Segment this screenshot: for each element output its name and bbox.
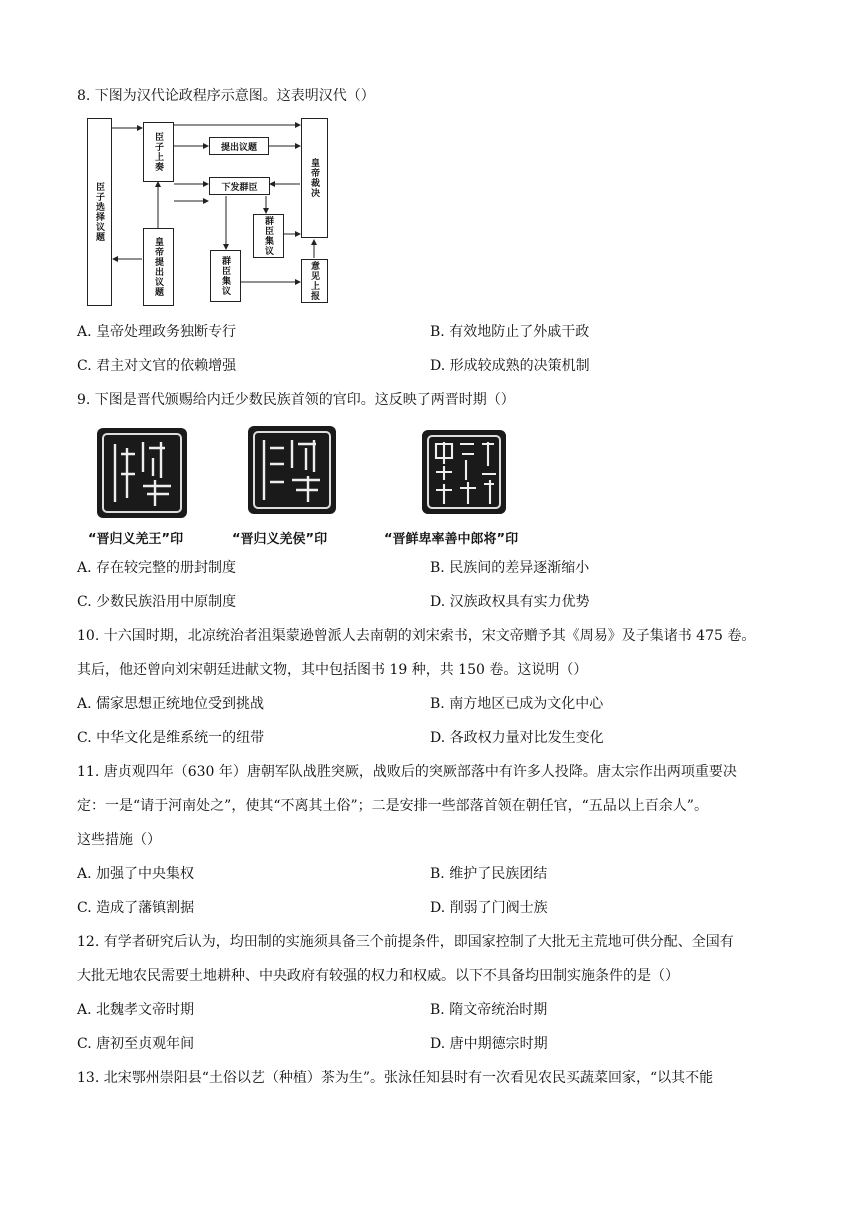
box-propose-topic: 提出议题	[209, 137, 269, 155]
q9-option-b: B. 民族间的差异逐渐缩小	[430, 560, 590, 576]
q10-option-b: B. 南方地区已成为文化中心	[430, 696, 604, 712]
seal-image-2	[248, 426, 336, 514]
q8-option-c: C. 君主对文官的依赖增强	[77, 358, 237, 374]
q11-line-2: 定：一是“请于河南处之”，使其“不离其土俗”；二是安排一些部落首领在朝任官，“五品以上百余人”。	[77, 798, 708, 814]
q10-option-c: C. 中华文化是维系统一的纽带	[77, 730, 265, 746]
q9-option-d: D. 汉族政权具有实力优势	[430, 594, 590, 610]
q11-option-a: A. 加强了中央集权	[77, 866, 195, 882]
box-report: 意见上报	[301, 259, 328, 303]
box-council-1: 群臣集议	[253, 214, 284, 258]
q9-stem: 9. 下图是晋代颁赐给内迁少数民族首领的官印。这反映了两晋时期（）	[77, 392, 515, 408]
seal-caption-2: “晋归义羌侯”印	[232, 532, 328, 547]
q11-option-b: B. 维护了民族团结	[430, 866, 548, 882]
flowchart-han-policy	[86, 116, 346, 308]
box-emperor-decide: 皇帝裁决	[301, 118, 328, 238]
q9-option-c: C. 少数民族沿用中原制度	[77, 594, 237, 610]
seal-caption-1: “晋归义羌王”印	[88, 532, 184, 547]
seal-caption-3: “晋鲜卑率善中郎将”印	[384, 532, 519, 547]
box-minister-submit: 臣子上奏	[143, 122, 174, 182]
q12-line-2: 大批无地农民需要土地耕种、中央政府有较强的权力和权威。以下不具备均田制实施条件的是（）	[77, 968, 679, 984]
q8-option-a: A. 皇帝处理政务独断专行	[77, 324, 237, 340]
seal-image-3	[422, 430, 506, 514]
seal-image-1	[97, 428, 187, 518]
q12-line-1: 12. 有学者研究后认为，均田制的实施须具备三个前提条件，即国家控制了大批无主荒地可供分配、全国有	[77, 934, 734, 950]
q11-line-1: 11. 唐贞观四年（630 年）唐朝军队战胜突厥，战败后的突厥部落中有许多人投降。唐太宗作出两项重要决	[77, 764, 737, 780]
q11-option-c: C. 造成了藩镇割据	[77, 900, 195, 916]
q8-stem: 8. 下图为汉代论政程序示意图。这表明汉代（）	[77, 88, 375, 104]
q10-line-1: 10. 十六国时期，北凉统治者沮渠蒙逊曾派人去南朝的刘宋索书，宋文帝赠予其《周易》及子集诸书 475 卷。	[77, 628, 756, 644]
q13-line-1: 13. 北宋鄂州崇阳县“土俗以艺（种植）茶为生”。张泳任知县时有一次看见农民买蔬菜回家，“以其不能	[77, 1070, 714, 1086]
q11-option-d: D. 削弱了门阀士族	[430, 900, 548, 916]
q10-line-2: 其后，他还曾向刘宋朝廷进献文物，其中包括图书 19 种，共 150 卷。这说明（）	[77, 662, 588, 678]
q12-option-c: C. 唐初至贞观年间	[77, 1036, 195, 1052]
box-emperor-propose: 皇帝提出议题	[143, 228, 174, 306]
q8-option-d: D. 形成较成熟的决策机制	[430, 358, 590, 374]
q8-option-b: B. 有效地防止了外戚干政	[430, 324, 590, 340]
box-select-topic: 臣子选择议题	[87, 118, 112, 306]
q12-option-a: A. 北魏孝文帝时期	[77, 1002, 195, 1018]
q9-option-a: A. 存在较完整的册封制度	[77, 560, 237, 576]
q10-option-a: A. 儒家思想正统地位受到挑战	[77, 696, 265, 712]
box-council-2: 群臣集议	[210, 250, 241, 302]
box-distribute: 下发群臣	[209, 177, 270, 195]
q10-option-d: D. 各政权力量对比发生变化	[430, 730, 604, 746]
q11-line-3: 这些措施（）	[77, 832, 161, 848]
q12-option-d: D. 唐中期德宗时期	[430, 1036, 548, 1052]
q12-option-b: B. 隋文帝统治时期	[430, 1002, 548, 1018]
